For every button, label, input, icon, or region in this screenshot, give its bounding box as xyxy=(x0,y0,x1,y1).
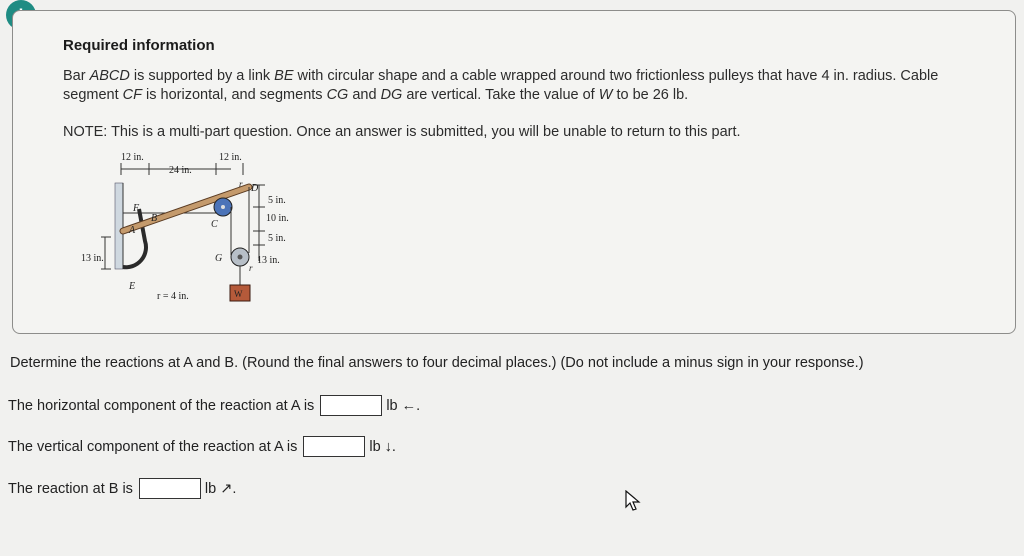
q2-label: The vertical component of the reaction at A is xyxy=(8,438,298,455)
card-title: Required information xyxy=(63,37,215,54)
label-e: E xyxy=(129,281,136,292)
q2-unit: lb ↓. xyxy=(369,438,396,455)
q2-answer-input[interactable] xyxy=(303,436,365,457)
label-d: D xyxy=(251,183,259,194)
dim-top-right: 12 in. xyxy=(219,152,242,163)
problem-statement: Bar ABCD is supported by a link BE with circular shape and a cable wrapped around two frictionless pulleys that have 4 in. radius. Cable segment CF is horizontal, and segments CG and DG are vertical. Take the value of W to be 26 lb. xyxy=(63,68,939,103)
dim-10: 10 in. xyxy=(266,213,289,224)
q1-label: The horizontal component of the reaction at A is xyxy=(8,397,315,414)
required-info-card xyxy=(12,10,1016,334)
question-intro: Determine the reactions at A and B. (Round the final answers to four decimal places.) (Do not include a minus sign in your response.) xyxy=(10,355,864,371)
dim-13-right: 13 in. xyxy=(257,255,280,266)
label-w: W xyxy=(234,289,243,299)
q3-label: The reaction at B is xyxy=(8,480,133,497)
dim-top-left: 12 in. xyxy=(121,152,144,163)
mechanism-figure xyxy=(81,149,321,309)
question-row-ay xyxy=(8,436,396,457)
q3-unit: lb ↗. xyxy=(204,480,237,497)
question-row-ax xyxy=(8,395,420,416)
label-f: F xyxy=(133,203,140,214)
note-text: NOTE: This is a multi-part question. Once an answer is submitted, you will be unable to return to this part. xyxy=(63,124,741,140)
label-c: C xyxy=(211,219,218,230)
label-g: G xyxy=(215,253,223,264)
label-b: B xyxy=(151,213,158,224)
dim-5a: 5 in. xyxy=(268,195,286,206)
dim-5b: 5 in. xyxy=(268,233,286,244)
dim-13-left: 13 in. xyxy=(81,253,104,264)
radius-label: r = 4 in. xyxy=(157,291,189,302)
q1-unit: lb ←. xyxy=(386,397,421,414)
dim-mid: 24 in. xyxy=(169,165,192,176)
question-row-b xyxy=(8,478,236,499)
label-r1: r xyxy=(239,179,243,189)
label-r2: r xyxy=(249,263,253,273)
mouse-cursor-icon xyxy=(625,490,641,512)
q1-answer-input[interactable] xyxy=(320,395,382,416)
q3-answer-input[interactable] xyxy=(139,478,201,499)
label-a: A xyxy=(129,225,136,236)
